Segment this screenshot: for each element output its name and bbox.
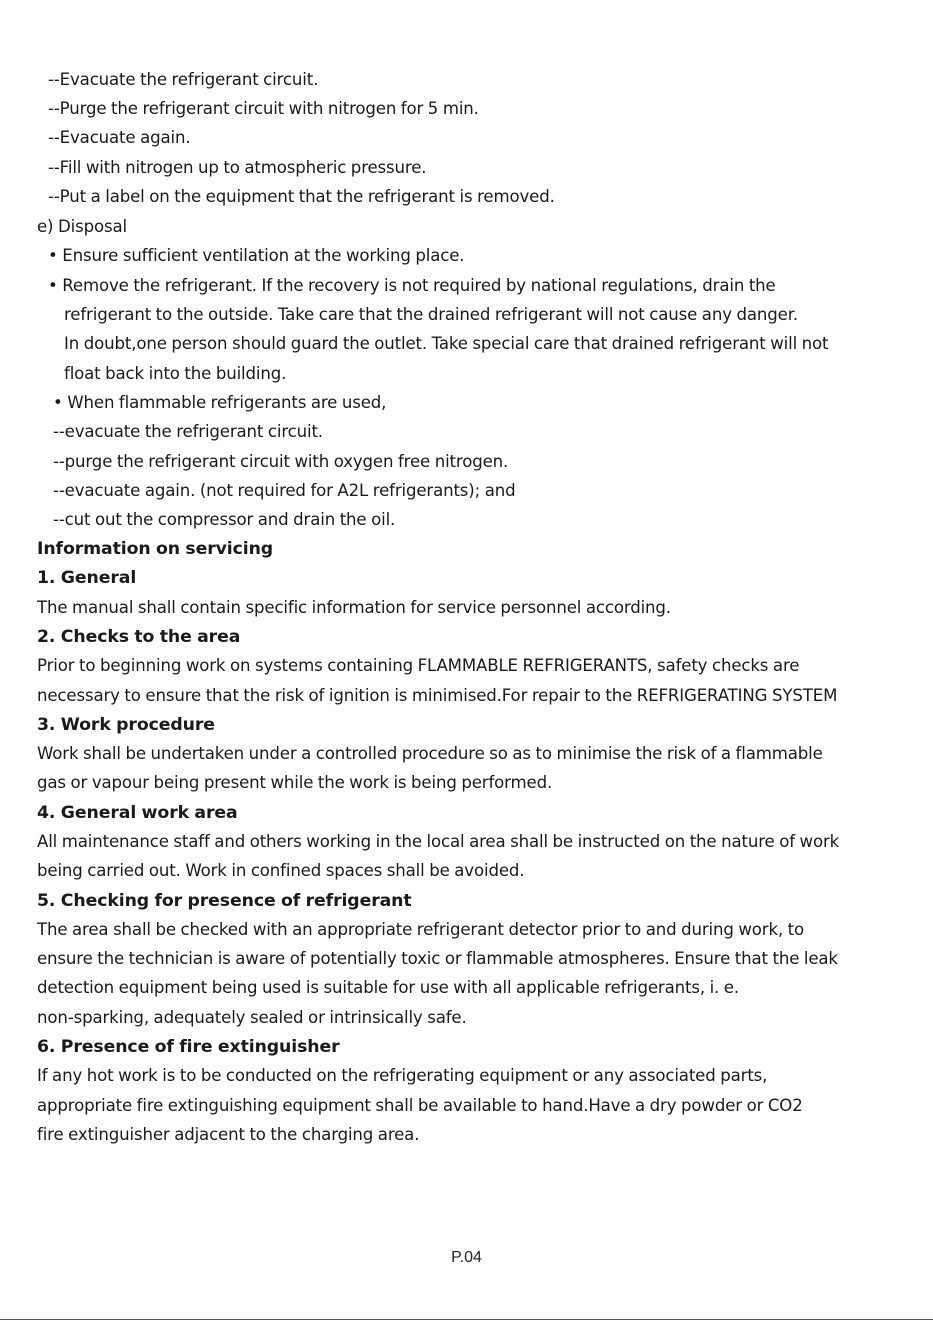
paragraph-line: If any hot work is to be conducted on the refrigerating equipment or any associated parts, — [37, 1066, 768, 1085]
heading-general: 1. General — [37, 568, 137, 588]
heading-fire-extinguisher: 6. Presence of fire extinguisher — [37, 1037, 340, 1057]
paragraph-line: necessary to ensure that the risk of ignition is minimised.For repair to the REFRIGERATING SYSTEM — [37, 686, 838, 705]
disposal-text-line: In doubt,one person should guard the outlet. Take special care that drained refrigerant will not — [64, 334, 829, 353]
page-number: P.04 — [451, 1249, 482, 1266]
heading-checking-refrigerant: 5. Checking for presence of refrigerant — [37, 891, 412, 911]
heading-checks-to-area: 2. Checks to the area — [37, 627, 241, 647]
paragraph-line: Work shall be undertaken under a controlled procedure so as to minimise the risk of a flammable — [37, 744, 823, 763]
paragraph-line: All maintenance staff and others working in the local area shall be instructed on the nature of work — [37, 832, 840, 851]
step-put-label: --Put a label on the equipment that the refrigerant is removed. — [48, 187, 555, 206]
section-disposal-heading: e) Disposal — [37, 217, 127, 236]
paragraph-line: being carried out. Work in confined spaces shall be avoided. — [37, 861, 525, 880]
paragraph-line: gas or vapour being present while the work is being performed. — [37, 773, 553, 792]
step-purge-nitrogen: --Purge the refrigerant circuit with nitrogen for 5 min. — [48, 99, 479, 118]
paragraph-line: non-sparking, adequately sealed or intrinsically safe. — [37, 1008, 467, 1027]
heading-information-on-servicing: Information on servicing — [37, 539, 274, 559]
disposal-bullet-flammable: • When flammable refrigerants are used, — [53, 393, 387, 412]
page-bottom-rule — [0, 1319, 933, 1320]
step-evacuate: --Evacuate the refrigerant circuit. — [48, 70, 319, 89]
flammable-step: --purge the refrigerant circuit with oxygen free nitrogen. — [53, 452, 509, 471]
flammable-step: --cut out the compressor and drain the oil. — [53, 510, 396, 529]
disposal-text-line: float back into the building. — [64, 364, 287, 383]
flammable-step: --evacuate the refrigerant circuit. — [53, 422, 323, 441]
paragraph-line: fire extinguisher adjacent to the charging area. — [37, 1125, 420, 1144]
heading-work-procedure: 3. Work procedure — [37, 715, 215, 735]
paragraph-line: The manual shall contain specific information for service personnel according. — [37, 598, 671, 617]
paragraph-line: appropriate fire extinguishing equipment shall be available to hand.Have a dry powder or CO2 — [37, 1096, 803, 1115]
paragraph-line: Prior to beginning work on systems containing FLAMMABLE REFRIGERANTS, safety checks are — [37, 656, 800, 675]
disposal-text-line: refrigerant to the outside. Take care that the drained refrigerant will not cause any danger. — [64, 305, 798, 324]
disposal-bullet-ventilation: • Ensure sufficient ventilation at the working place. — [48, 246, 465, 265]
paragraph-line: detection equipment being used is suitable for use with all applicable refrigerants, i. e. — [37, 978, 739, 997]
paragraph-line: ensure the technician is aware of potentially toxic or flammable atmospheres. Ensure that the leak — [37, 949, 838, 968]
disposal-bullet-remove-refrigerant: • Remove the refrigerant. If the recovery is not required by national regulations, drain the — [48, 276, 776, 295]
heading-general-work-area: 4. General work area — [37, 803, 238, 823]
step-fill-nitrogen: --Fill with nitrogen up to atmospheric pressure. — [48, 158, 427, 177]
flammable-step: --evacuate again. (not required for A2L refrigerants); and — [53, 481, 516, 500]
paragraph-line: The area shall be checked with an appropriate refrigerant detector prior to and during work, to — [37, 920, 805, 939]
step-evacuate-again: --Evacuate again. — [48, 128, 191, 147]
